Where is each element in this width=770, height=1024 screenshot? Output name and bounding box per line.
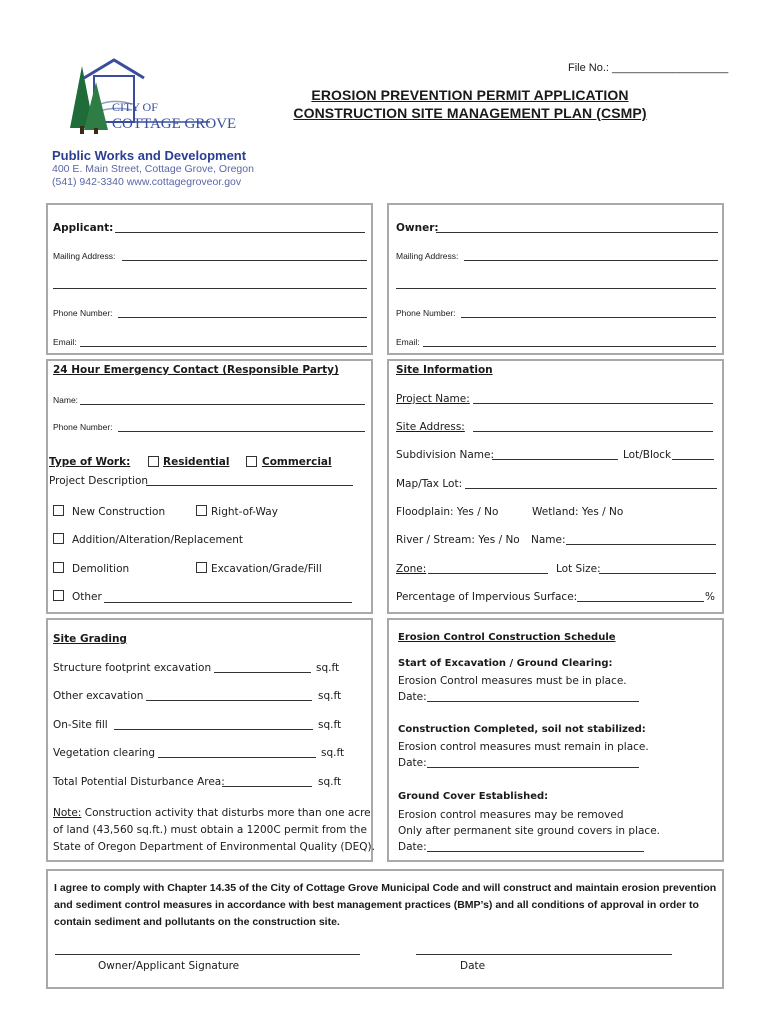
note-line-3: State of Oregon Department of Environmental Quality (DEQ). [53,841,375,853]
other-label: Other [72,591,102,603]
demolition-label: Demolition [72,563,130,575]
footprint-field[interactable] [214,672,311,673]
river-name-field[interactable] [566,544,716,545]
subdivision-label: Subdivision Name: [396,449,495,461]
addition-label: Addition/Alteration/Replacement [72,534,243,546]
applicant-mailing-field-2[interactable] [53,288,367,289]
applicant-name-field[interactable] [115,232,365,233]
right-of-way-checkbox[interactable] [196,505,207,516]
addition-checkbox[interactable] [53,533,64,544]
applicant-email-label: Email: [53,337,77,347]
impervious-label: Percentage of Impervious Surface: [396,591,578,603]
vegetation-clearing-label: Vegetation clearing [53,747,156,759]
schedule-step-3-text-1: Erosion control measures may be removed [398,809,624,821]
note-line-2: of land (43,560 sq.ft.) must obtain a 1200C permit from the [53,824,367,836]
department-name: Public Works and Development [52,148,247,163]
owner-phone-label: Phone Number: [396,308,456,318]
applicant-mailing-field[interactable] [122,260,367,261]
lot-size-label: Lot Size: [556,563,601,575]
schedule-step-1-date-field[interactable] [427,701,639,702]
map-tax-lot-field[interactable] [465,488,717,489]
owner-mailing-field-2[interactable] [396,288,716,289]
schedule-step-2-date-label: Date: [398,757,427,769]
river-stream-label[interactable]: River / Stream: Yes / No [396,534,520,546]
footprint-label: Structure footprint excavation [53,662,212,674]
site-grading-heading: Site Grading [53,633,127,645]
other-excavation-sqft: sq.ft [318,690,342,702]
commercial-label: Commercial [262,456,332,468]
new-construction-checkbox[interactable] [53,505,64,516]
demolition-checkbox[interactable] [53,562,64,573]
logo-city-name: COTTAGE GROVE [112,116,237,132]
applicant-phone-label: Phone Number: [53,308,113,318]
map-tax-lot-label: Map/Tax Lot: [396,478,463,490]
owner-mailing-field[interactable] [464,260,718,261]
applicant-email-field[interactable] [80,346,367,347]
schedule-step-3-date-label: Date: [398,841,427,853]
new-construction-label: New Construction [72,506,166,518]
note-text-1: Construction activity that disturbs more than one acre [81,807,371,819]
residential-label: Residential [163,456,230,468]
owner-email-field[interactable] [423,346,716,347]
schedule-step-1-title: Start of Excavation / Ground Clearing: [398,658,613,669]
impervious-field[interactable] [577,601,704,602]
signature-label: Owner/Applicant Signature [98,960,240,972]
other-checkbox[interactable] [53,590,64,601]
onsite-fill-label: On-Site fill [53,719,108,731]
lot-block-label: Lot/Block [623,449,672,461]
schedule-step-1-date-label: Date: [398,691,427,703]
schedule-step-3-date-field[interactable] [427,851,644,852]
total-disturbance-sqft: sq.ft [318,776,342,788]
department-address: 400 E. Main Street, Cottage Grove, Oregon [52,163,254,175]
signature-date-label: Date [460,960,486,972]
lot-block-field[interactable] [672,459,714,460]
footprint-sqft: sq.ft [316,662,340,674]
excavation-checkbox[interactable] [196,562,207,573]
signature-field[interactable] [55,954,360,955]
vegetation-clearing-sqft: sq.ft [321,747,345,759]
wetland-label[interactable]: Wetland: Yes / No [532,506,624,518]
zone-label: Zone: [396,563,427,575]
project-name-field[interactable] [473,403,713,404]
file-number: File No.: ___________________ [568,62,729,74]
site-info-heading: Site Information [396,364,493,376]
schedule-step-3-title: Ground Cover Established: [398,791,549,802]
emergency-name-field[interactable] [80,404,365,405]
emergency-phone-field[interactable] [118,431,365,432]
emergency-name-label: Name: [53,395,79,405]
note-line-1 [53,807,371,819]
total-disturbance-label: Total Potential Disturbance Area: [53,776,225,788]
schedule-step-1-text: Erosion Control measures must be in place. [398,675,627,687]
title-line-1: EROSION PREVENTION PERMIT APPLICATION [311,87,629,103]
onsite-fill-field[interactable] [114,729,313,730]
logo-city-of: CITY OF [112,100,158,114]
other-field[interactable] [104,602,352,603]
owner-mailing-label: Mailing Address: [396,251,459,261]
residential-checkbox[interactable] [148,456,159,467]
note-label: Note: [53,807,82,819]
river-name-label: Name: [531,534,566,546]
schedule-heading: Erosion Control Construction Schedule [398,632,616,643]
emergency-heading: 24 Hour Emergency Contact (Responsible Party) [53,364,339,376]
subdivision-field[interactable] [492,459,618,460]
owner-phone-field[interactable] [461,317,716,318]
schedule-step-2-date-field[interactable] [427,767,639,768]
type-of-work-label: Type of Work: [49,456,131,468]
schedule-step-2-text: Erosion control measures must remain in place. [398,741,649,753]
applicant-heading: Applicant: [53,222,114,234]
project-name-label: Project Name: [396,393,470,405]
site-address-label: Site Address: [396,421,465,433]
lot-size-field[interactable] [599,573,716,574]
other-excavation-label: Other excavation [53,690,144,702]
other-excavation-field[interactable] [146,700,312,701]
owner-email-label: Email: [396,337,420,347]
city-logo [62,56,237,140]
floodplain-label[interactable]: Floodplain: Yes / No [396,506,499,518]
commercial-checkbox[interactable] [246,456,257,467]
schedule-step-3-text-2: Only after permanent site ground covers in place. [398,825,660,837]
applicant-phone-field[interactable] [118,317,367,318]
emergency-phone-label: Phone Number: [53,422,113,432]
right-of-way-label: Right-of-Way [211,506,278,518]
total-disturbance-field[interactable] [222,786,312,787]
project-description-label: Project Description [49,475,149,487]
project-description-field[interactable] [146,485,353,486]
site-address-field[interactable] [473,431,713,432]
applicant-mailing-label: Mailing Address: [53,251,116,261]
department-contact: (541) 942-3340 www.cottagegroveor.gov [52,176,242,188]
percent-sign: % [705,591,715,603]
excavation-label: Excavation/Grade/Fill [211,563,322,575]
signature-date-field[interactable] [416,954,672,955]
agreement-text: I agree to comply with Chapter 14.35 of the City of Cottage Grove Municipal Code and will construct and maintain erosion prevention and sediment control measures in accordance with best management practices (BMP’s) and all conditions of approval in order to contain sediment and pollutants on the construction site. [54,882,717,928]
schedule-step-2-title: Construction Completed, soil not stabilized: [398,724,646,735]
onsite-fill-sqft: sq.ft [318,719,342,731]
owner-heading: Owner: [396,222,439,234]
owner-name-field[interactable] [436,232,718,233]
title-line-2: CONSTRUCTION SITE MANAGEMENT PLAN (CSMP) [293,105,647,121]
vegetation-clearing-field[interactable] [158,757,316,758]
zone-field[interactable] [428,573,548,574]
